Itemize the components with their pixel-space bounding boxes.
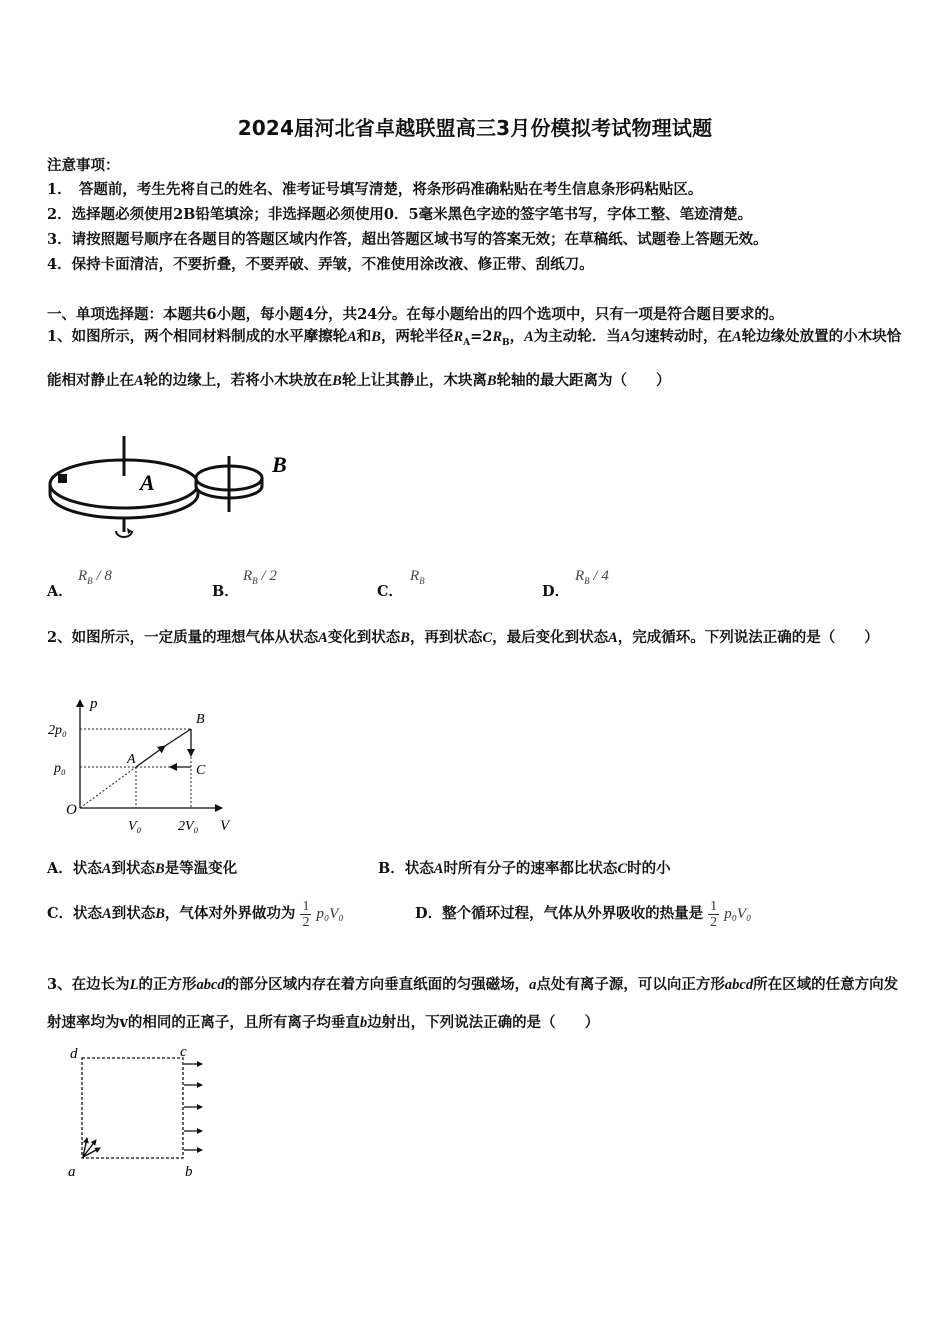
ion-source-arrows (83, 1138, 100, 1157)
square-field-figure (62, 1044, 222, 1186)
notice-item-3: 3．请按照题号顺序在各题目的答题区域内作答，超出答题区域书写的答案无效；在草稿纸、试题卷上答题无效。 (47, 231, 768, 248)
formula-rb: $R_B$ (410, 568, 425, 586)
q2-option-b[interactable]: B．状态A时所有分子的速率都比状态C时的小 (378, 860, 671, 877)
formula-rb-8: $R_B / 8$ (78, 568, 112, 586)
question-3-text: 3、在边长为L的正方形abcd的部分区域内存在着方向垂直纸面的匀强磁场，a点处有离子源，可以向正方形abcd所在区域的任意方向发射速率均为v的相同的正离子，且所有离子均垂直b边射出，下列说法正确的是（ ） (47, 976, 899, 1031)
notice-heading: 注意事项： (47, 157, 120, 174)
q2-option-a[interactable]: A．状态A到状态B是等温变化 (47, 860, 238, 877)
y-tick-p0: p₀ (54, 761, 66, 776)
question-1-options (47, 568, 747, 604)
wood-block (58, 474, 67, 483)
corner-c-label: c (180, 1044, 187, 1060)
pv-diagram (44, 694, 244, 840)
notice-item-2: 2．选择题必须使用2B铅笔填涂；非选择题必须使用0．5毫米黑色字迹的签字笔书写，字体工整、笔迹清楚。 (47, 206, 753, 223)
option-b-value (243, 568, 277, 586)
option-d[interactable]: D． (542, 583, 570, 600)
notice-item-1: 1． 答题前，考生先将自己的姓名、准考证号填写清楚，将条形码准确粘贴在考生信息条形码粘贴区。 (47, 181, 703, 198)
option-d-value (575, 568, 609, 586)
option-b[interactable]: B． (212, 583, 239, 600)
option-a-value (78, 568, 112, 586)
q2-option-c[interactable]: C．状态A到状态B，气体对外界做功为 $\frac{1}{2}$ p₀V₀ (47, 898, 344, 930)
corner-d-label: d (70, 1046, 78, 1062)
point-c-label: C (196, 763, 206, 778)
option-a[interactable]: A． (47, 583, 73, 600)
p-axis-label: p (90, 696, 98, 712)
option-c-value (410, 568, 425, 586)
wheel-b-label: B (272, 452, 287, 477)
fraction-half: $\frac{1}{2}$ (302, 898, 310, 930)
v-axis-label: V (220, 818, 230, 834)
q2-option-d[interactable]: D．整个循环过程，气体从外界吸收的热量是 $\frac{1}{2}$ p₀V₀ (415, 898, 752, 930)
notice-item-4: 4．保持卡面清洁，不要折叠，不要弄破、弄皱，不准使用涂改液、修正带、刮纸刀。 (47, 256, 594, 273)
path-a-to-b-arrow (136, 746, 165, 767)
x-tick-2v0: 2V₀ (178, 819, 199, 834)
exit-arrows (184, 1064, 202, 1150)
fraction-half: $\frac{1}{2}$ (710, 898, 718, 930)
section-heading: 一、单项选择题：本题共6小题，每小题4分，共24分。在每小题给出的四个选项中，只有一项是符合题目要求的。 (47, 306, 784, 323)
formula-rb-2: $R_B / 2$ (243, 568, 277, 586)
wheel-a-label: A (140, 470, 155, 495)
x-tick-v0: V₀ (128, 819, 142, 834)
origin-label: O (66, 802, 77, 818)
question-1-text: 1、如图所示，两个相同材料制成的水平摩擦轮A和B，两轮半径$R_A=2R_B$，A为主动轮．当A匀速转动时，在A轮边缘处放置的小木块恰能相对静止在A轮的边缘上，若将小木块放在B轮上让其静止，木块离B轮轴的最大距离为（ ） (47, 328, 902, 389)
point-a-label: A (127, 752, 136, 767)
formula-rb-4: $R_B / 4$ (575, 568, 609, 586)
option-c[interactable]: C． (377, 583, 404, 600)
corner-a-label: a (68, 1164, 76, 1180)
y-tick-2p0: 2p₀ (48, 723, 67, 738)
page-title: 2024届河北省卓越联盟高三3月份模拟考试物理试题 (237, 116, 713, 140)
point-b-label: B (196, 712, 205, 727)
question-2-text: 2、如图所示，一定质量的理想气体从状态A变化到状态B，再到状态C，最后变化到状态A，完成循环。下列说法正确的是（ ） (47, 629, 879, 646)
friction-wheels-figure (44, 432, 304, 552)
corner-b-label: b (185, 1164, 193, 1180)
